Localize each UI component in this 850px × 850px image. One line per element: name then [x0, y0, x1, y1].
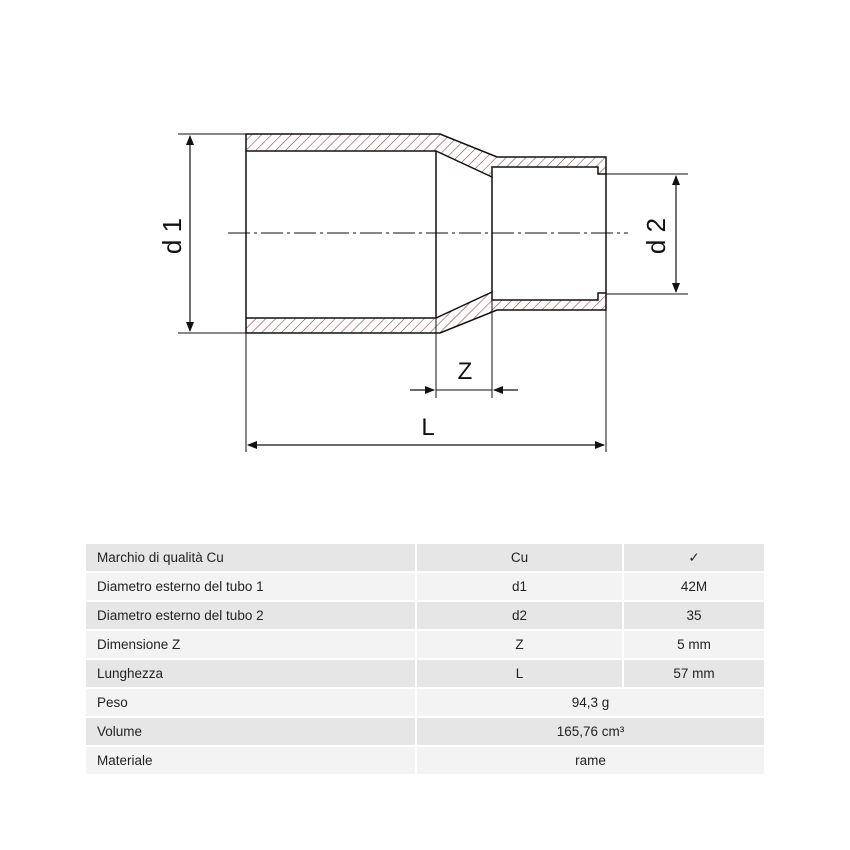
l-label: L — [421, 414, 435, 441]
spec-symbol: d2 — [417, 602, 624, 629]
spec-label: Diametro esterno del tubo 1 — [86, 573, 417, 600]
spec-row — [86, 602, 764, 629]
spec-value: 35 — [624, 602, 764, 629]
spec-value: 5 mm — [624, 631, 764, 658]
spec-label: Dimensione Z — [86, 631, 417, 658]
spec-row — [86, 573, 764, 600]
z-label: Z — [457, 358, 473, 385]
spec-row — [86, 747, 764, 774]
spec-row — [86, 660, 764, 687]
spec-value: 57 mm — [624, 660, 764, 687]
spec-symbol: Z — [417, 631, 624, 658]
spec-value: rame — [417, 747, 764, 774]
spec-row — [86, 689, 764, 716]
spec-row — [86, 631, 764, 658]
spec-row — [86, 718, 764, 745]
d1-label: d 1 — [157, 217, 187, 255]
spec-symbol: d1 — [417, 573, 624, 600]
spec-label: Marchio di qualità Cu — [86, 544, 417, 571]
spec-row — [86, 544, 764, 571]
d2-label: d 2 — [641, 217, 671, 255]
spec-label: Volume — [86, 718, 417, 745]
specifications-table — [86, 542, 764, 776]
spec-label: Materiale — [86, 747, 417, 774]
spec-value: 94,3 g — [417, 689, 764, 716]
spec-value-check-icon: ✓ — [624, 544, 764, 571]
spec-label: Diametro esterno del tubo 2 — [86, 602, 417, 629]
spec-label: Lunghezza — [86, 660, 417, 687]
spec-symbol: Cu — [417, 544, 624, 571]
fitting-lower-wall — [246, 292, 606, 333]
spec-value: 42M — [624, 573, 764, 600]
fitting-upper-wall — [246, 134, 606, 177]
spec-label: Peso — [86, 689, 417, 716]
spec-symbol: L — [417, 660, 624, 687]
spec-value: 165,76 cm³ — [417, 718, 764, 745]
